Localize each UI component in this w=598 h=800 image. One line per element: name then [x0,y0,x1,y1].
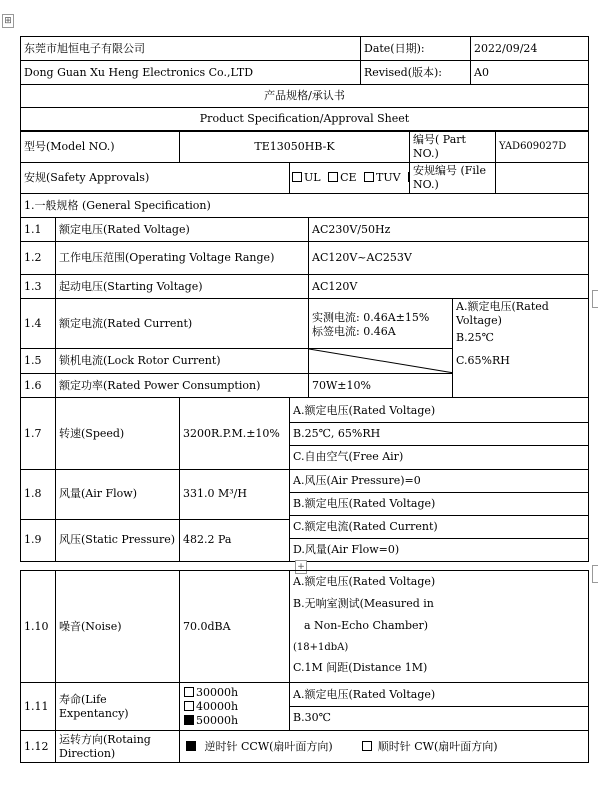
row-name: 噪音(Noise) [56,571,180,683]
date-value: 2022/09/24 [471,37,589,61]
part-label: 编号( Part NO.) [410,132,496,163]
row-num: 1.5 [21,349,56,374]
row-name: 额定功率(Rated Power Consumption) [56,374,309,398]
row-num: 1.6 [21,374,56,398]
table-row [21,470,589,520]
rotation-options [180,731,589,763]
condition-item: D.风量(Air Flow=0) [293,543,400,556]
revised-value: A0 [471,61,589,85]
row-num: 1.11 [21,683,56,731]
spec-table-2 [20,570,589,763]
row-num: 1.3 [21,275,56,299]
speed-conditions [290,398,589,470]
cw-checkbox[interactable] [362,741,372,751]
table-row [21,731,589,763]
cw-label: 顺时针 CW(扇叶面方向) [377,739,498,753]
condition-item: A.额定电压(Rated Voltage) [290,400,588,423]
table-row [21,571,589,683]
row-value-empty [309,349,453,374]
row-num: 1.4 [21,299,56,349]
row-name: 风压(Static Pressure) [56,519,180,561]
row-value: 482.2 Pa [180,519,290,561]
condition-item: (18+1dbA) [293,642,349,653]
row-value: 331.0 M³/H [180,470,290,520]
tuv-label: TUV [376,171,401,184]
ccw-checkbox[interactable] [186,741,196,751]
part-value: YAD609027D [496,132,589,163]
condition-item: B.30℃ [293,711,331,724]
row-num: 1.2 [21,242,56,275]
row-name: 起动电压(Starting Voltage) [56,275,309,299]
date-label: Date(日期): [361,37,471,61]
condition-item: B.25℃ [456,331,494,344]
current-conditions [453,299,589,398]
condition-item: C.额定电流(Rated Current) [290,516,588,539]
safety-options[interactable] [290,163,410,194]
life-option-label: 30000h [196,685,239,699]
row-name: 锁机电流(Lock Rotor Current) [56,349,309,374]
table-row [21,218,589,242]
ul-checkbox[interactable] [292,172,302,182]
condition-item: B.额定电压(Rated Voltage) [290,493,588,516]
title-en: Product Specification/Approval Sheet [21,108,589,131]
model-label: 型号(Model NO.) [21,132,180,163]
page-marker [592,565,598,583]
table-row [21,398,589,470]
condition-item: A.额定电压(Rated Voltage) [290,684,588,707]
row-name: 额定电压(Rated Voltage) [56,218,309,242]
company-en: Dong Guan Xu Heng Electronics Co.,LTD [21,61,361,85]
row-name: 额定电流(Rated Current) [56,299,309,349]
row-value: 3200R.P.M.±10% [180,398,290,470]
title-cn: 产品规格/承认书 [21,85,589,108]
page-marker [592,290,598,308]
measured-current: 实测电流: 0.46A±15% [312,311,430,324]
safety-label: 安规(Safety Approvals) [21,163,290,194]
condition-item: C.自由空气(Free Air) [293,449,404,463]
revised-label: Revised(版本): [361,61,471,85]
header-table [20,36,589,131]
condition-item: B.无响室测试(Measured in [293,597,434,610]
life-50000-checkbox[interactable] [184,715,194,725]
life-option[interactable] [184,714,285,728]
model-value: TE13050HB-K [180,132,410,163]
tuv-checkbox[interactable] [364,172,374,182]
file-label: 安规编号 (File NO.) [410,163,496,194]
condition-item: A.额定电压(Rated Voltage) [293,575,436,588]
life-option-label: 50000h [196,713,239,727]
add-row-icon[interactable]: + [295,560,307,574]
condition-item: B.25℃, 65%RH [290,423,588,446]
row-value: AC230V/50Hz [309,218,589,242]
row-num: 1.10 [21,571,56,683]
condition-item: C.65%RH [456,354,510,367]
ccw-label: 逆时针 CCW(扇叶面方向) [204,739,333,753]
life-option-label: 40000h [196,699,239,713]
condition-item: a Non-Echo Chamber) [304,619,429,632]
row-value: 70.0dBA [180,571,290,683]
table-move-handle-icon[interactable]: ⊞ [2,14,14,28]
table-row [21,275,589,299]
noise-conditions [290,571,589,683]
ce-label: CE [340,171,357,184]
table-row [21,242,589,275]
row-value: AC120V [309,275,589,299]
condition-item: A.风压(Air Pressure)=0 [290,470,588,493]
row-num: 1.1 [21,218,56,242]
life-40000-checkbox[interactable] [184,701,194,711]
row-value [309,299,453,349]
row-name: 风量(Air Flow) [56,470,180,520]
company-cn: 东莞市旭恒电子有限公司 [21,37,361,61]
life-option[interactable] [184,700,285,714]
section-general: 1.一般规格 (General Specification) [21,194,589,218]
condition-item: A.额定电压(Rated Voltage) [456,300,549,327]
diagonal-slash [309,349,453,373]
life-30000-checkbox[interactable] [184,687,194,697]
file-value [496,163,589,194]
label-current: 标签电流: 0.46A [312,325,396,338]
life-options [180,683,290,731]
row-value: 70W±10% [309,374,453,398]
life-conditions [290,683,589,731]
flow-conditions [290,470,589,562]
table-row [21,683,589,731]
spec-table [20,131,589,562]
table-row [21,299,589,349]
condition-item: C.1M 间距(Distance 1M) [293,661,428,674]
row-num: 1.7 [21,398,56,470]
row-num: 1.9 [21,519,56,561]
row-name: 寿命(Life Expentancy) [56,683,180,731]
row-num: 1.8 [21,470,56,520]
row-value: AC120V~AC253V [309,242,589,275]
life-option[interactable] [184,686,285,700]
ul-label: UL [304,171,321,184]
ce-checkbox[interactable] [328,172,338,182]
row-name: 工作电压范围(Operating Voltage Range) [56,242,309,275]
row-name: 运转方向(Rotaing Direction) [56,731,180,763]
row-num: 1.12 [21,731,56,763]
row-name: 转速(Speed) [56,398,180,470]
